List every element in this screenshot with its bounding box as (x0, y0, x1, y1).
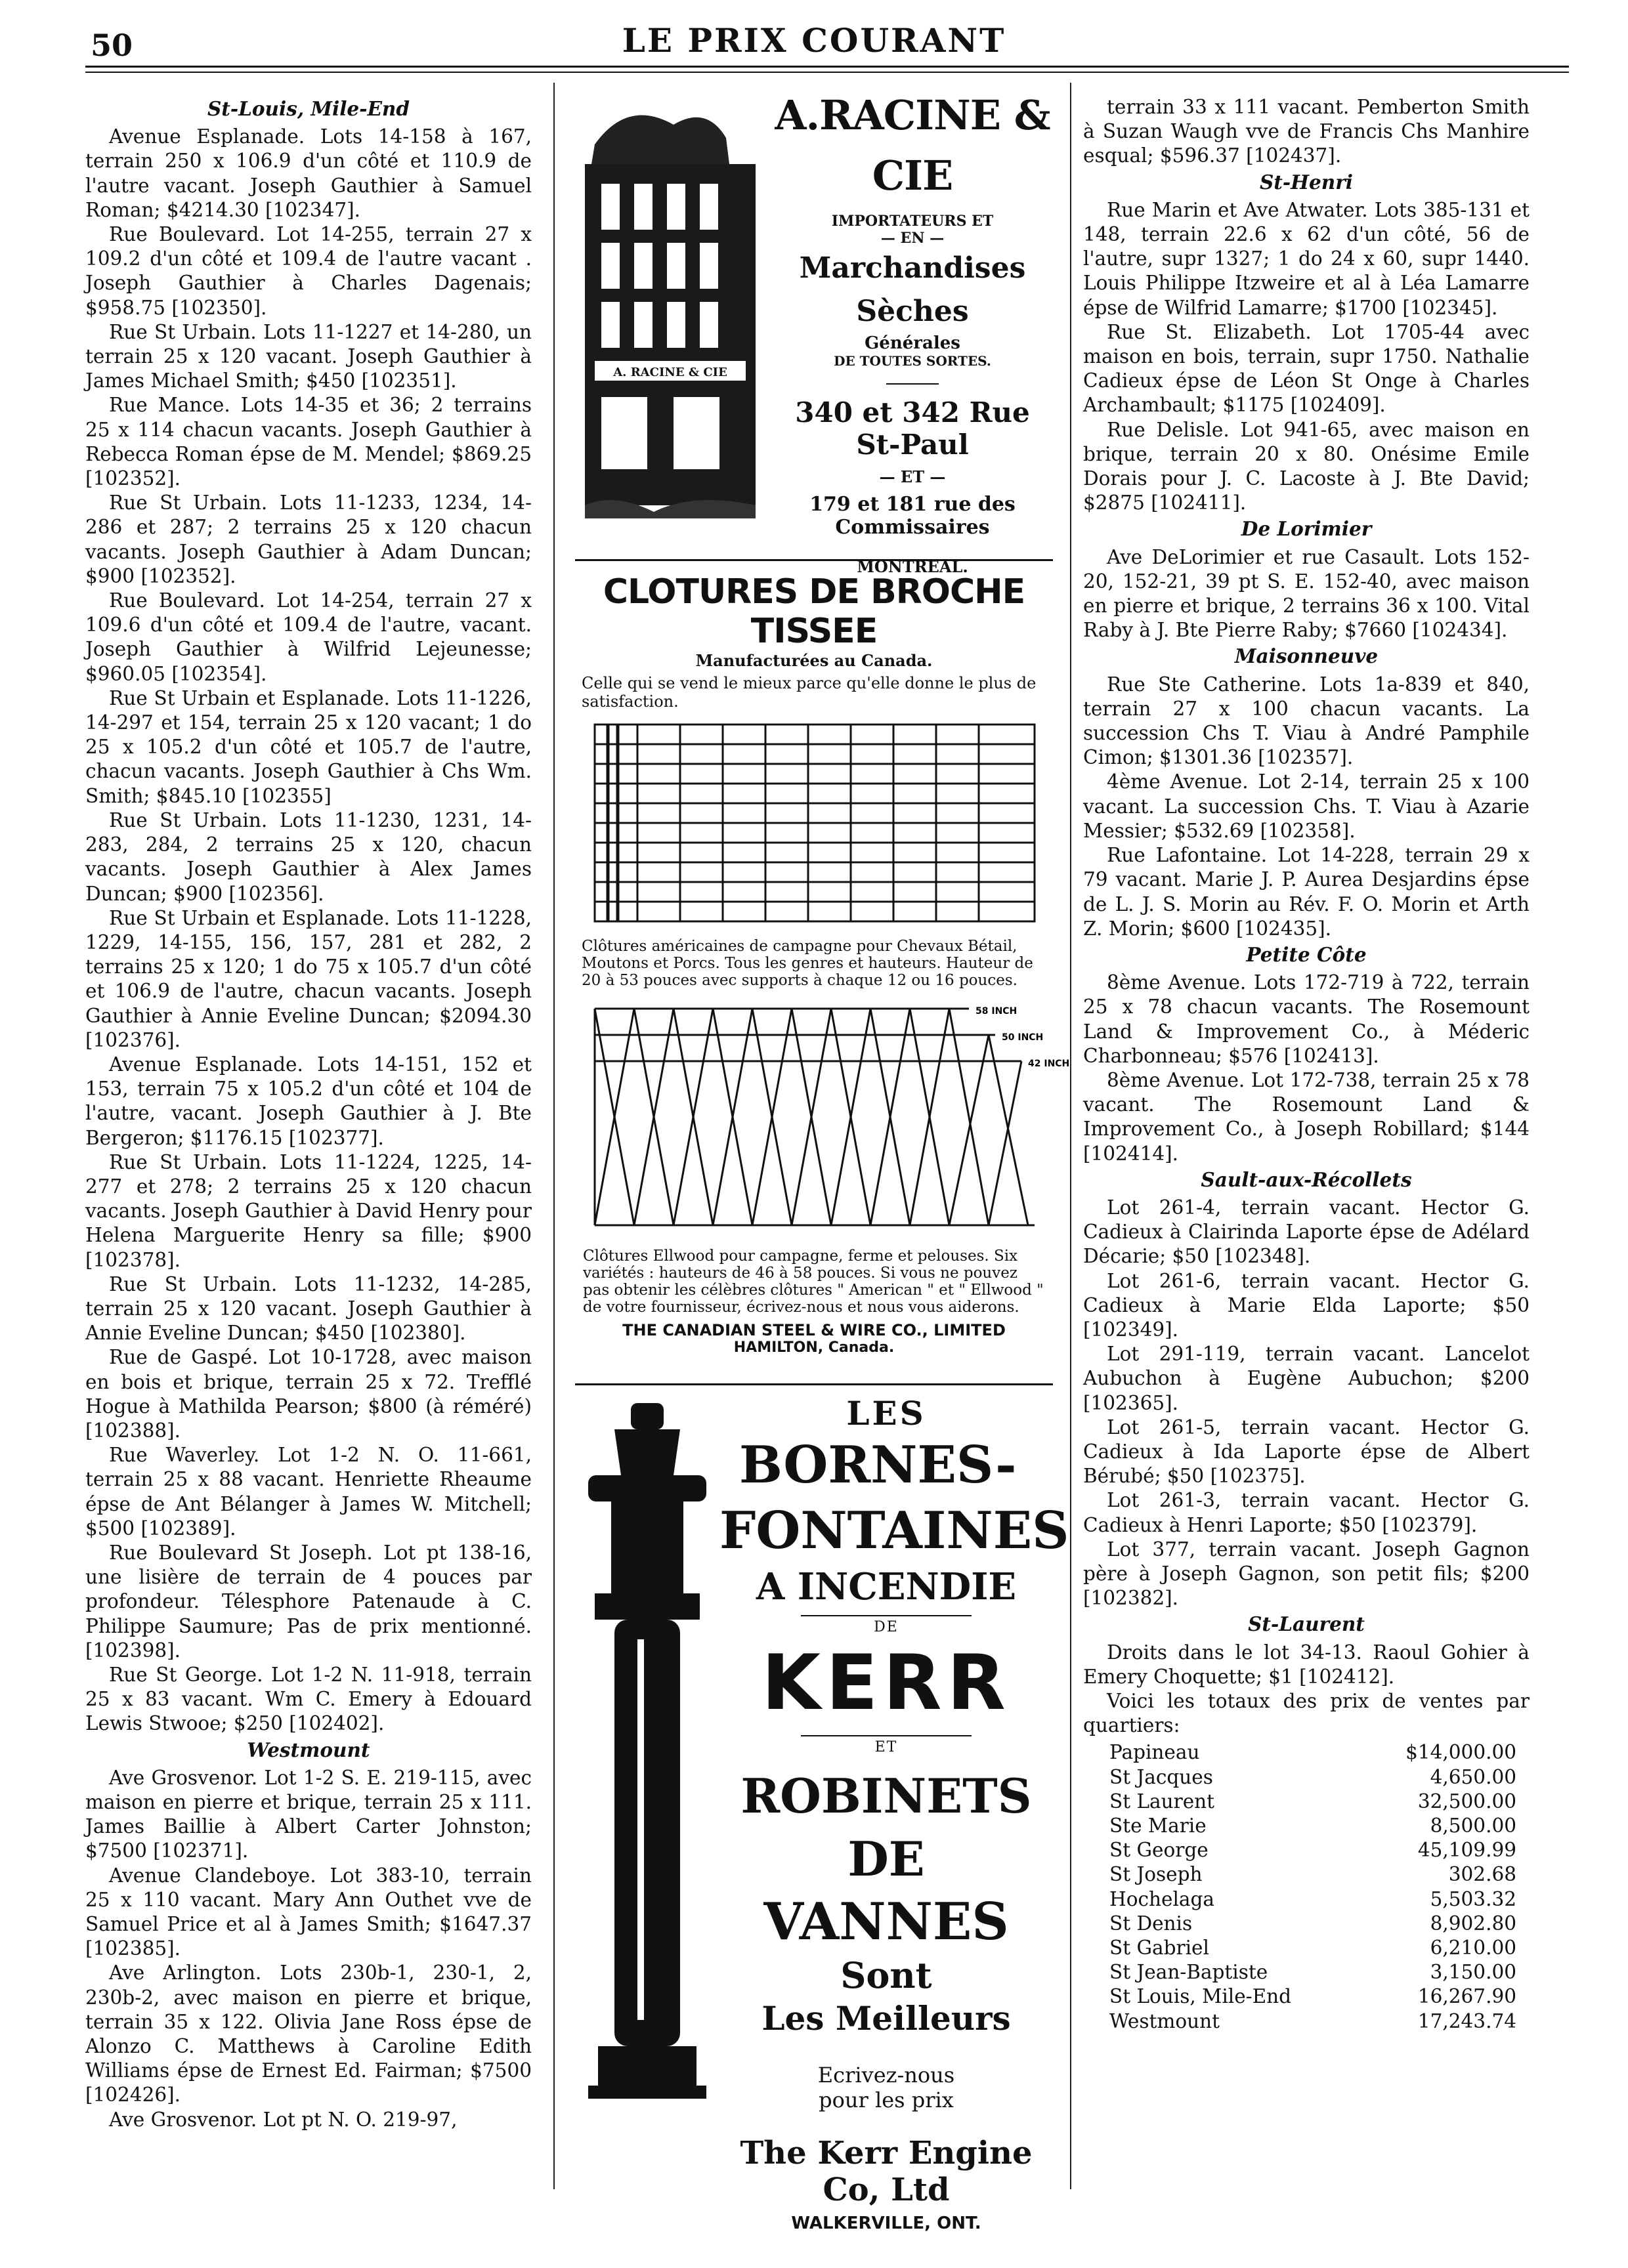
property-entry: Voici les totaux des prix de ventes par quartiers: (1083, 1690, 1530, 1737)
district-total: 6,210.00 (1430, 1937, 1516, 1960)
property-entry: Ave Arlington. Lots 230b-1, 230-1, 2, 230b-2, avec maison en pierre et brique, terrain 35 x 122. Olivia Jane Ross épse de Alonzo C. Matthews à Caroline Edith Williams épse de Ernest Ed. Fairman; $7500 [102426]. (85, 1962, 532, 2107)
section-heading: St-Louis, Mile-End (207, 97, 410, 120)
totals-row (1109, 1912, 1516, 1936)
fence-city: HAMILTON, Canada. (733, 1339, 895, 1356)
kerr-bornes: BORNES- (739, 1435, 1017, 1495)
totals-table (1109, 1740, 1516, 2033)
section-heading: Sault-aux-Récollets (1201, 1167, 1412, 1191)
kerr-les: LES (846, 1394, 926, 1433)
property-entry: Lot 261-4, terrain vacant. Hector G. Cadieux à Clairinda Laporte épse de Adélard Décarie; $50 [102348]. (1083, 1196, 1530, 1268)
kerr-meilleurs: Les Meilleurs (761, 1999, 1011, 2038)
property-entry: Rue St George. Lot 1-2 N. 11-918, terrain 25 x 83 vacant. Wm C. Emery à Edouard Lewis Stwooe; $250 [102402]. (85, 1664, 532, 1735)
racine-sign-text: A. RACINE & CIE (613, 366, 727, 379)
totals-row (1109, 2009, 1516, 2034)
property-entry: Rue St Urbain. Lots 11-1232, 14-285, terrain 25 x 120 vacant. Joseph Gauthier à Annie Eveline Duncan; $450 [102380]. (85, 1272, 532, 1345)
district-name: St Jacques (1109, 1765, 1213, 1788)
column-divider-right (1070, 83, 1071, 2189)
racine-all-sorts: DE TOUTES SORTES. (834, 353, 991, 369)
district-name: St Denis (1109, 1912, 1193, 1935)
section-heading: De Lorimier (1241, 517, 1372, 541)
district-name: Ste Marie (1109, 1815, 1207, 1838)
header-rule (85, 66, 1569, 68)
section-heading: Maisonneuve (1234, 644, 1379, 668)
district-total: $14,000.00 (1405, 1741, 1516, 1764)
district-total: 8,500.00 (1430, 1815, 1516, 1838)
right-column (1083, 95, 1530, 2034)
property-entry: Rue St Urbain et Esplanade. Lots 11-1226, 14-297 et 154, terrain 25 x 120 vacant; 1 do 25 x 105.2 d'un côté et 105.7 de l'autre, chacun vacants. Joseph Gauthier à Chs Wm. Smith; $845.10 [102355] (85, 686, 532, 807)
fence-title: CLOTURES DE BROCHE TISSEE (603, 572, 1025, 651)
fence-grid-illustration (575, 715, 1053, 938)
district-total: 5,503.32 (1430, 1887, 1516, 1910)
property-entry: 8ème Avenue. Lot 172-738, terrain 25 x 78 vacant. The Rosemount Land & Improvement Co., à Joseph Robillard; $144 [102414]. (1083, 1068, 1530, 1165)
racine-line1: IMPORTATEURS ET (831, 213, 994, 230)
property-entry: Rue Waverley. Lot 1-2 N. O. 11-661, terrain 25 x 88 vacant. Henriette Rheaume épse de Ant Bélanger à James W. Mitchell; $500 [102389]. (85, 1444, 532, 1540)
totals-row (1109, 1740, 1516, 1765)
district-name: Papineau (1109, 1741, 1200, 1764)
fence-subtitle: Manufacturées au Canada. (695, 651, 933, 670)
kerr-et: ET (801, 1735, 972, 1755)
section-heading: Petite Côte (1246, 942, 1367, 966)
district-total: 32,500.00 (1417, 1790, 1516, 1813)
property-entry: Rue Ste Catherine. Lots 1a-839 et 840, terrain 27 x 100 chacun vacants. La succession Chs T. Viau à André Pamphile Cimon; $1301.36 [102357]. (1083, 673, 1530, 769)
kerr-advertisement (575, 1390, 1069, 2233)
property-entry: Rue Lafontaine. Lot 14-228, terrain 29 x 79 vacant. Marie J. P. Aurea Desjardins épse de L. J. S. Morin au Rév. F. O. Morin et Arth Z. Morin; $600 [102435]. (1083, 844, 1530, 940)
kerr-name: KERR (761, 1639, 1011, 1727)
totals-row (1109, 1862, 1516, 1887)
racine-advertisement (575, 85, 1053, 576)
racine-general: Générales (865, 333, 960, 353)
property-entry: Rue de Gaspé. Lot 10-1728, avec maison en bois et brique, terrain 25 x 72. Trefflé Hogue à Mathilda Pearson; $800 (à réméré) [102388]. (85, 1346, 532, 1442)
kerr-fontaines: FONTAINES (719, 1501, 1069, 1561)
fence-diamond-illustration (575, 996, 1070, 1245)
fence-height-50: 50 INCH (1002, 1032, 1044, 1043)
property-entry: Rue Boulevard. Lot 14-255, terrain 27 x 109.2 d'un côté et 109.4 de l'autre vacant . Joseph Gauthier à Charles Dagenais; $958.75 [102350]. (85, 223, 532, 319)
totals-row (1109, 1936, 1516, 1960)
left-column (85, 95, 532, 2132)
property-entry: Ave Grosvenor. Lot pt N. O. 219-97, (109, 2108, 458, 2131)
property-entry: Lot 377, terrain vacant. Joseph Gagnon père à Joseph Gagnon, son petit fils; $200 [102382]. (1083, 1538, 1530, 1610)
district-total: 8,902.80 (1430, 1912, 1516, 1935)
racine-company-name: A.RACINE & CIE (775, 91, 1050, 200)
property-entry: 4ème Avenue. Lot 2-14, terrain 25 x 100 vacant. La succession Chs. T. Viau à Azarie Messier; $532.69 [102358]. (1083, 770, 1530, 842)
district-total: 302.68 (1448, 1863, 1516, 1886)
property-entry: Rue St Urbain et Esplanade. Lots 11-1228, 1229, 14-155, 156, 157, 281 et 282, 2 terrains 25 x 120; 1 do 75 x 105.7 d'un côté et 106.9 de l'autre, chacun vacants. Joseph Gauthier à Annie Eveline Duncan; $2094.30 [102376]. (85, 906, 532, 1051)
kerr-vannes: VANNES (763, 1892, 1009, 1952)
kerr-ecrivez: Ecrivez-nous (817, 2063, 955, 2088)
district-name: St Jean-Baptiste (1109, 1961, 1268, 1984)
district-name: St Louis, Mile-End (1109, 1985, 1292, 2008)
totals-row (1109, 1790, 1516, 1814)
ad-separator-2 (575, 1383, 1053, 1385)
property-entry: Rue Marin et Ave Atwater. Lots 385-131 et 148, terrain 22.6 x 62 d'un côté, 56 de l'autre, supr 1327; 1 do 24 x 60, supr 1440. Louis Philippe Itzweire et al à Léa Lamarre épse de Wilfrid Lamarre; $1700 [102345]. (1083, 198, 1530, 319)
section-heading: Westmount (247, 1738, 370, 1761)
property-entry: Rue St. Elizabeth. Lot 1705-44 avec maison en bois, terrain, supr 1750. Nathalie Cadieux épse de Léon St Onge à Charles Archambault; $1175 [102409]. (1083, 320, 1530, 417)
kerr-robinets: ROBINETS DE (740, 1768, 1032, 1887)
hydrant-illustration (575, 1390, 719, 2191)
racine-line2: — EN — (880, 230, 945, 247)
section-heading: St-Henri (1259, 170, 1353, 194)
kerr-de: DE (801, 1615, 972, 1635)
fence-text-american: Clôtures américaines de campagne pour Chevaux Bétail, Moutons et Porcs. Tous les genres et hauteurs. Hauteur de 20 à 53 pouces avec supports à chaque 12 ou 16 pouces. (582, 938, 1033, 989)
section-heading: St-Laurent (1248, 1612, 1365, 1636)
property-entry: Rue St Urbain. Lots 11-1227 et 14-280, un terrain 25 x 120 vacant. Joseph Gauthier à James Michael Smith; $450 [102351]. (85, 320, 532, 392)
property-entry: Lot 291-119, terrain vacant. Lancelot Aubuchon à Eugène Aubuchon; $200 [102365]. (1083, 1343, 1530, 1414)
column-divider-left (553, 83, 555, 2189)
kerr-city: WALKERVILLE, ONT. (791, 2214, 981, 2233)
district-total: 16,267.90 (1417, 1985, 1516, 2008)
property-entry: Droits dans le lot 34-13. Raoul Gohier à Emery Choquette; $1 [102412]. (1083, 1641, 1530, 1688)
totals-row (1109, 1814, 1516, 1838)
fence-tagline: Celle qui se vend le mieux parce qu'elle donne le plus de satisfaction. (582, 674, 1037, 711)
property-entry: 8ème Avenue. Lots 172-719 à 722, terrain 25 x 78 chacun vacants. The Rosemount Land & Improvement Co., à Méderic Charbonneau; $576 [102413]. (1083, 971, 1530, 1067)
property-entry: Avenue Esplanade. Lots 14-151, 152 et 153, terrain 75 x 105.2 d'un côté et 104 de l'autre, vacant. Joseph Gauthier à J. Bte Bergeron; $1176.15 [102377]. (85, 1053, 532, 1149)
totals-row (1109, 1960, 1516, 1984)
kerr-company: The Kerr Engine Co, Ltd (740, 2135, 1033, 2208)
racine-divider (886, 383, 939, 385)
district-total: 45,109.99 (1417, 1839, 1516, 1862)
property-entry: Ave Grosvenor. Lot 1-2 S. E. 219-115, avec maison en pierre et brique, terrain 25 x 111. James Baillie à Albert Carter Johnston; $7500 [102371]. (85, 1766, 532, 1862)
totals-row (1109, 1838, 1516, 1862)
district-name: St Joseph (1109, 1863, 1203, 1886)
header-rule-thin (85, 72, 1569, 73)
kerr-sont: Sont (840, 1954, 932, 1996)
district-name: St Laurent (1109, 1790, 1215, 1813)
page-title: LE PRIX COURANT (622, 21, 1006, 60)
racine-address1: 340 et 342 Rue St-Paul (795, 396, 1030, 461)
property-entry: Lot 261-5, terrain vacant. Hector G. Cadieux à Ida Laporte épse de Albert Bérubé; $50 [102375]. (1083, 1416, 1530, 1488)
property-entry: Avenue Esplanade. Lots 14-158 à 167, terrain 250 x 106.9 d'un côté et 110.9 de l'autre vacant. Joseph Gauthier à Samuel Roman; $4214.30 [102347]. (85, 125, 532, 221)
property-entry: Rue Delisle. Lot 941-65, avec maison en brique, terrain 20 x 80. Onésime Emile Dorais pour J. C. Lacoste à J. Bte David; $2875 [102411]. (1083, 418, 1530, 514)
racine-et: — ET — (879, 467, 946, 486)
kerr-prix: pour les prix (819, 2088, 954, 2112)
property-entry: Rue St Urbain. Lots 11-1230, 1231, 14-283, 284, 2 terrains 25 x 120, chacun vacants. Joseph Gauthier à Alex James Duncan; $900 [102356]. (85, 808, 532, 905)
district-name: Hochelaga (1109, 1887, 1214, 1910)
ad-separator-1 (575, 559, 1053, 561)
district-name: Westmount (1109, 2009, 1220, 2032)
property-entry: Ave DeLorimier et rue Casault. Lots 152-20, 152-21, 39 pt S. E. 152-40, avec maison en pierre et brique, 2 terrains 36 x 100. Vital Raby à J. Bte Pierre Raby; $7660 [102434]. (1083, 545, 1530, 642)
racine-address2: 179 et 181 rue des Commissaires (809, 493, 1016, 539)
district-total: 3,150.00 (1430, 1961, 1516, 1984)
property-entry: terrain 33 x 111 vacant. Pemberton Smith à Suzan Waugh vve de Francis Chs Manhire esqual; $596.37 [102437]. (1083, 96, 1530, 167)
property-entry: Lot 261-6, terrain vacant. Hector G. Cadieux à Marie Elda Laporte; $50 [102349]. (1083, 1269, 1530, 1341)
totals-row (1109, 1765, 1516, 1790)
fence-advertisement (575, 566, 1070, 1360)
property-entry: Rue Boulevard. Lot 14-254, terrain 27 x 109.6 d'un côté et 109.4 de l'autre, vacant. Joseph Gauthier à Wilfrid Lejeunesse; $960.05 [102354]. (85, 589, 532, 685)
fence-height-42: 42 INCH (1028, 1059, 1070, 1069)
kerr-a-incendie: A INCENDIE (756, 1565, 1017, 1608)
fence-company: THE CANADIAN STEEL & WIRE CO., LIMITED (622, 1321, 1006, 1339)
district-name: St George (1109, 1839, 1209, 1862)
property-entry: Avenue Clandeboye. Lot 383-10, terrain 25 x 110 vacant. Mary Ann Outhet vve de Samuel Price et al à James Smith; $1647.37 [102385]. (85, 1864, 532, 1960)
page-number: 50 (91, 28, 133, 63)
fence-text-ellwood: Clôtures Ellwood pour campagne, ferme et pelouses. Six variétés : hauteurs de 46 à 58 pouces. Si vous ne pouvez pas obtenir les célèbres clôtures " American " et " Ellwood " de votre fournisseur, écrivez-nous et nous vous aiderons. (583, 1248, 1044, 1316)
property-entry: Rue Boulevard St Joseph. Lot pt 138-16, une lisière de terrain de 4 pouces par profondeur. Télesphore Patenaude à C. Philippe Saumure; Pas de prix mentionné. [102398]. (85, 1541, 532, 1662)
property-entry: Rue Mance. Lots 14-35 et 36; 2 terrains 25 x 114 chacun vacants. Joseph Gauthier à Rebecca Roman épse de M. Mendel; $869.25 [102352]. (85, 394, 532, 490)
totals-row (1109, 1887, 1516, 1912)
property-entry: Rue St Urbain. Lots 11-1224, 1225, 14-277 et 278; 2 terrains 25 x 120 chacun vacants. Joseph Gauthier à David Henry pour Helena Marguerite Henry sa fille; $900 [102378]. (85, 1150, 532, 1271)
fence-height-58: 58 INCH (975, 1006, 1018, 1017)
property-entry: Rue St Urbain. Lots 11-1233, 1234, 14-286 et 287; 2 terrains 25 x 120 chacun vacants. Joseph Gauthier à Adam Duncan; $900 [102352]. (85, 492, 532, 587)
racine-city: MONTREAL. (857, 557, 968, 576)
district-total: 4,650.00 (1430, 1765, 1516, 1788)
property-entry: Lot 261-3, terrain vacant. Hector G. Cadieux à Henri Laporte; $50 [102379]. (1083, 1489, 1530, 1536)
totals-row (1109, 1984, 1516, 2009)
racine-goods: Marchandises Sèches (799, 251, 1026, 328)
district-name: St Gabriel (1109, 1937, 1209, 1960)
district-total: 17,243.74 (1417, 2009, 1516, 2032)
